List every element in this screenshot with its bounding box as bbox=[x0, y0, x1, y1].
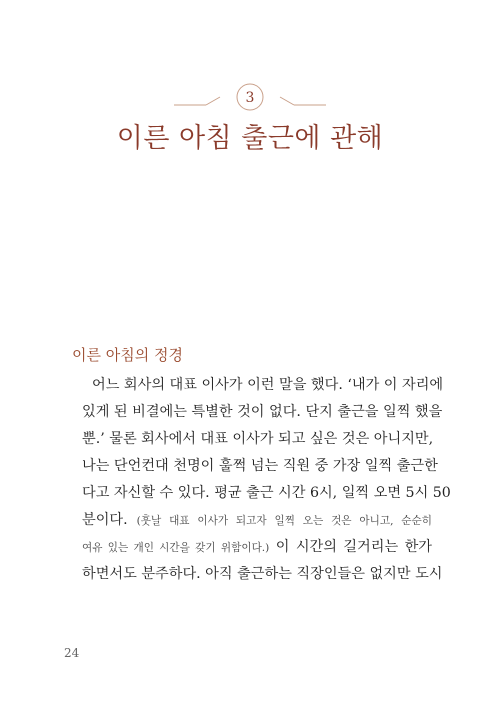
section-heading: 이른 아침의 정경 bbox=[72, 346, 183, 364]
body-line-end: 이 시간의 길거리는 한가 bbox=[275, 539, 432, 555]
aside-note: 여유 있는 개인 시간을 갖기 위함이다.) bbox=[82, 542, 270, 554]
body-line-mixed bbox=[82, 507, 432, 534]
chapter-number: 3 bbox=[245, 90, 255, 106]
aside-note: (훗날 대표 이사가 되고자 일찍 오는 것은 아니고, 순순히 bbox=[136, 515, 432, 527]
chapter-ornament-graphic bbox=[170, 82, 330, 112]
body-text bbox=[82, 372, 451, 588]
body-line: 있게 된 비결에는 특별한 것이 없다. 단지 출근을 일찍 했을 bbox=[82, 404, 443, 420]
page-number: 24 bbox=[64, 646, 80, 660]
body-line: 어느 회사의 대표 이사가 이런 말을 했다. ‘내가 이 자리에 bbox=[92, 377, 444, 393]
chapter-ornament bbox=[170, 82, 330, 112]
body-line: 하면서도 분주하다. 아직 출근하는 직장인들은 없지만 도시 bbox=[82, 566, 443, 582]
body-line-mixed bbox=[82, 534, 432, 561]
body-line: 나는 단언컨대 천명이 훌쩍 넘는 직원 중 가장 일찍 출근한 bbox=[82, 458, 438, 474]
body-line: 뿐.’ 물론 회사에서 대표 이사가 되고 싶은 것은 아니지만, bbox=[82, 431, 434, 447]
body-line-start: 분이다. bbox=[82, 512, 128, 528]
body-line: 다고 자신할 수 있다. 평균 출근 시간 6시, 일찍 오면 5시 50 bbox=[82, 485, 451, 501]
chapter-title: 이른 아침 출근에 관해 bbox=[116, 123, 384, 154]
